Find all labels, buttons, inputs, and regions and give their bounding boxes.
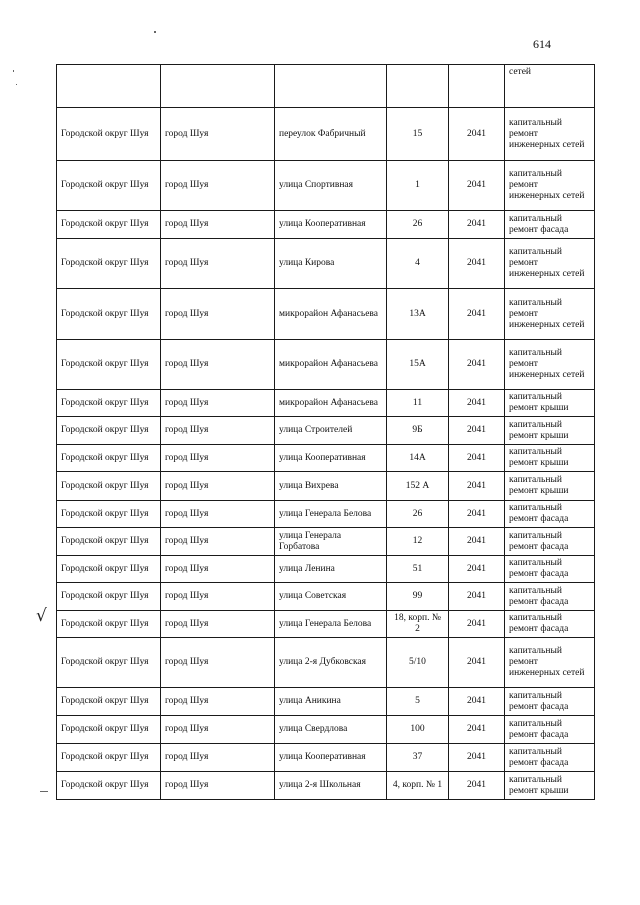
house-number-cell: 4, корп. № 1	[387, 772, 449, 800]
year-cell: 2041	[449, 472, 505, 501]
city-cell: город Шуя	[161, 445, 275, 472]
municipality-cell: Городской округ Шуя	[57, 340, 161, 390]
year-cell: 2041	[449, 688, 505, 716]
scan-speck	[16, 84, 17, 85]
municipality-cell: Городской округ Шуя	[57, 744, 161, 772]
year-cell: 2041	[449, 161, 505, 211]
work-type-cell: капитальный ремонт фасада	[505, 611, 595, 638]
year-cell: 2041	[449, 638, 505, 688]
year-cell: 2041	[449, 445, 505, 472]
work-type-cell: сетей	[505, 65, 595, 108]
municipality-cell: Городской округ Шуя	[57, 716, 161, 744]
municipality-cell: Городской округ Шуя	[57, 445, 161, 472]
street-cell: улица Спортивная	[275, 161, 387, 211]
street-cell: микрорайон Афанасьева	[275, 289, 387, 340]
year-cell: 2041	[449, 340, 505, 390]
municipality-cell: Городской округ Шуя	[57, 638, 161, 688]
municipality-cell: Городской округ Шуя	[57, 472, 161, 501]
city-cell: город Шуя	[161, 638, 275, 688]
street-cell: улица Аникина	[275, 688, 387, 716]
work-type-cell: капитальный ремонт фасада	[505, 716, 595, 744]
house-number-cell: 15А	[387, 340, 449, 390]
house-number-cell: 11	[387, 390, 449, 417]
year-cell: 2041	[449, 772, 505, 800]
house-number-cell: 5/10	[387, 638, 449, 688]
municipality-cell: Городской округ Шуя	[57, 556, 161, 583]
street-cell: улица 2-я Школьная	[275, 772, 387, 800]
table-row	[57, 688, 595, 716]
street-cell: улица Генерала Белова	[275, 501, 387, 528]
municipality-cell: Городской округ Шуя	[57, 583, 161, 611]
year-cell: 2041	[449, 528, 505, 556]
street-cell: улица Строителей	[275, 417, 387, 445]
work-type-cell: капитальный ремонт крыши	[505, 390, 595, 417]
city-cell: город Шуя	[161, 528, 275, 556]
year-cell: 2041	[449, 744, 505, 772]
house-number-cell: 37	[387, 744, 449, 772]
table-row	[57, 289, 595, 340]
city-cell: город Шуя	[161, 161, 275, 211]
year-cell: 2041	[449, 289, 505, 340]
house-number-cell: 26	[387, 211, 449, 239]
work-type-cell: капитальный ремонт инженерных сетей	[505, 239, 595, 289]
house-number-cell: 14А	[387, 445, 449, 472]
municipality-cell: Городской округ Шуя	[57, 611, 161, 638]
house-number-cell: 15	[387, 108, 449, 161]
street-cell: улица Генерала Горбатова	[275, 528, 387, 556]
house-number-cell: 9Б	[387, 417, 449, 445]
municipality-cell: Городской округ Шуя	[57, 417, 161, 445]
street-cell: улица Ленина	[275, 556, 387, 583]
house-number-cell: 26	[387, 501, 449, 528]
year-cell: 2041	[449, 556, 505, 583]
city-cell: город Шуя	[161, 611, 275, 638]
house-number-cell: 18, корп. № 2	[387, 611, 449, 638]
table-row	[57, 772, 595, 800]
work-type-cell: капитальный ремонт крыши	[505, 772, 595, 800]
street-cell: улица Кооперативная	[275, 445, 387, 472]
municipality-cell: Городской округ Шуя	[57, 289, 161, 340]
year-cell: 2041	[449, 611, 505, 638]
city-cell: город Шуя	[161, 583, 275, 611]
table-row	[57, 108, 595, 161]
city-cell: город Шуя	[161, 556, 275, 583]
empty-cell	[387, 65, 449, 108]
municipality-cell: Городской округ Шуя	[57, 239, 161, 289]
city-cell: город Шуя	[161, 501, 275, 528]
municipality-cell: Городской округ Шуя	[57, 528, 161, 556]
scan-speck	[40, 791, 48, 792]
work-type-cell: капитальный ремонт фасада	[505, 688, 595, 716]
city-cell: город Шуя	[161, 108, 275, 161]
municipality-cell: Городской округ Шуя	[57, 161, 161, 211]
table-row	[57, 239, 595, 289]
municipality-cell: Городской округ Шуя	[57, 390, 161, 417]
city-cell: город Шуя	[161, 417, 275, 445]
table-row	[57, 528, 595, 556]
house-number-cell: 99	[387, 583, 449, 611]
table-row	[57, 390, 595, 417]
house-number-cell: 13А	[387, 289, 449, 340]
street-cell: улица Вихрева	[275, 472, 387, 501]
table-row	[57, 583, 595, 611]
table-row	[57, 472, 595, 501]
municipality-cell: Городской округ Шуя	[57, 211, 161, 239]
year-cell: 2041	[449, 390, 505, 417]
year-cell: 2041	[449, 211, 505, 239]
table-row	[57, 445, 595, 472]
street-cell: переулок Фабричный	[275, 108, 387, 161]
house-number-cell: 1	[387, 161, 449, 211]
work-type-cell: капитальный ремонт крыши	[505, 445, 595, 472]
handwritten-check-mark: √	[36, 606, 47, 626]
table-row	[57, 638, 595, 688]
street-cell: улица Кооперативная	[275, 211, 387, 239]
street-cell: улица 2-я Дубковская	[275, 638, 387, 688]
work-type-cell: капитальный ремонт инженерных сетей	[505, 638, 595, 688]
work-type-cell: капитальный ремонт инженерных сетей	[505, 108, 595, 161]
city-cell: город Шуя	[161, 239, 275, 289]
work-type-cell: капитальный ремонт фасада	[505, 583, 595, 611]
year-cell: 2041	[449, 417, 505, 445]
year-cell: 2041	[449, 716, 505, 744]
scan-speck	[13, 70, 14, 72]
street-cell: микрорайон Афанасьева	[275, 390, 387, 417]
house-number-cell: 152 А	[387, 472, 449, 501]
city-cell: город Шуя	[161, 744, 275, 772]
table-row	[57, 340, 595, 390]
city-cell: город Шуя	[161, 340, 275, 390]
municipality-cell: Городской округ Шуя	[57, 688, 161, 716]
city-cell: город Шуя	[161, 716, 275, 744]
scan-speck	[154, 31, 156, 33]
municipality-cell: Городской округ Шуя	[57, 501, 161, 528]
street-cell: улица Свердлова	[275, 716, 387, 744]
street-cell: улица Советская	[275, 583, 387, 611]
street-cell: микрорайон Афанасьева	[275, 340, 387, 390]
table-row	[57, 161, 595, 211]
work-type-cell: капитальный ремонт фасада	[505, 556, 595, 583]
table-row	[57, 417, 595, 445]
empty-cell	[57, 65, 161, 108]
table-row	[57, 744, 595, 772]
work-type-cell: капитальный ремонт фасада	[505, 211, 595, 239]
table-row	[57, 611, 595, 638]
street-cell: улица Кооперативная	[275, 744, 387, 772]
work-type-cell: капитальный ремонт фасада	[505, 744, 595, 772]
work-type-cell: капитальный ремонт инженерных сетей	[505, 340, 595, 390]
city-cell: город Шуя	[161, 472, 275, 501]
empty-cell	[449, 65, 505, 108]
work-type-cell: капитальный ремонт крыши	[505, 417, 595, 445]
city-cell: город Шуя	[161, 211, 275, 239]
work-type-cell: капитальный ремонт фасада	[505, 528, 595, 556]
house-number-cell: 100	[387, 716, 449, 744]
house-number-cell: 5	[387, 688, 449, 716]
work-type-cell: капитальный ремонт инженерных сетей	[505, 289, 595, 340]
house-number-cell: 51	[387, 556, 449, 583]
municipality-cell: Городской округ Шуя	[57, 772, 161, 800]
work-type-cell: капитальный ремонт крыши	[505, 472, 595, 501]
year-cell: 2041	[449, 501, 505, 528]
housing-repair-table	[56, 64, 595, 800]
municipality-cell: Городской округ Шуя	[57, 108, 161, 161]
empty-cell	[275, 65, 387, 108]
street-cell: улица Генерала Белова	[275, 611, 387, 638]
city-cell: город Шуя	[161, 688, 275, 716]
city-cell: город Шуя	[161, 772, 275, 800]
table-row	[57, 716, 595, 744]
continuation-row	[57, 65, 595, 108]
page-number: 614	[533, 37, 551, 51]
empty-cell	[161, 65, 275, 108]
table-row	[57, 556, 595, 583]
table-row	[57, 211, 595, 239]
year-cell: 2041	[449, 583, 505, 611]
house-number-cell: 4	[387, 239, 449, 289]
work-type-cell: капитальный ремонт инженерных сетей	[505, 161, 595, 211]
work-type-cell: капитальный ремонт фасада	[505, 501, 595, 528]
table-row	[57, 501, 595, 528]
year-cell: 2041	[449, 108, 505, 161]
street-cell: улица Кирова	[275, 239, 387, 289]
city-cell: город Шуя	[161, 289, 275, 340]
year-cell: 2041	[449, 239, 505, 289]
house-number-cell: 12	[387, 528, 449, 556]
city-cell: город Шуя	[161, 390, 275, 417]
